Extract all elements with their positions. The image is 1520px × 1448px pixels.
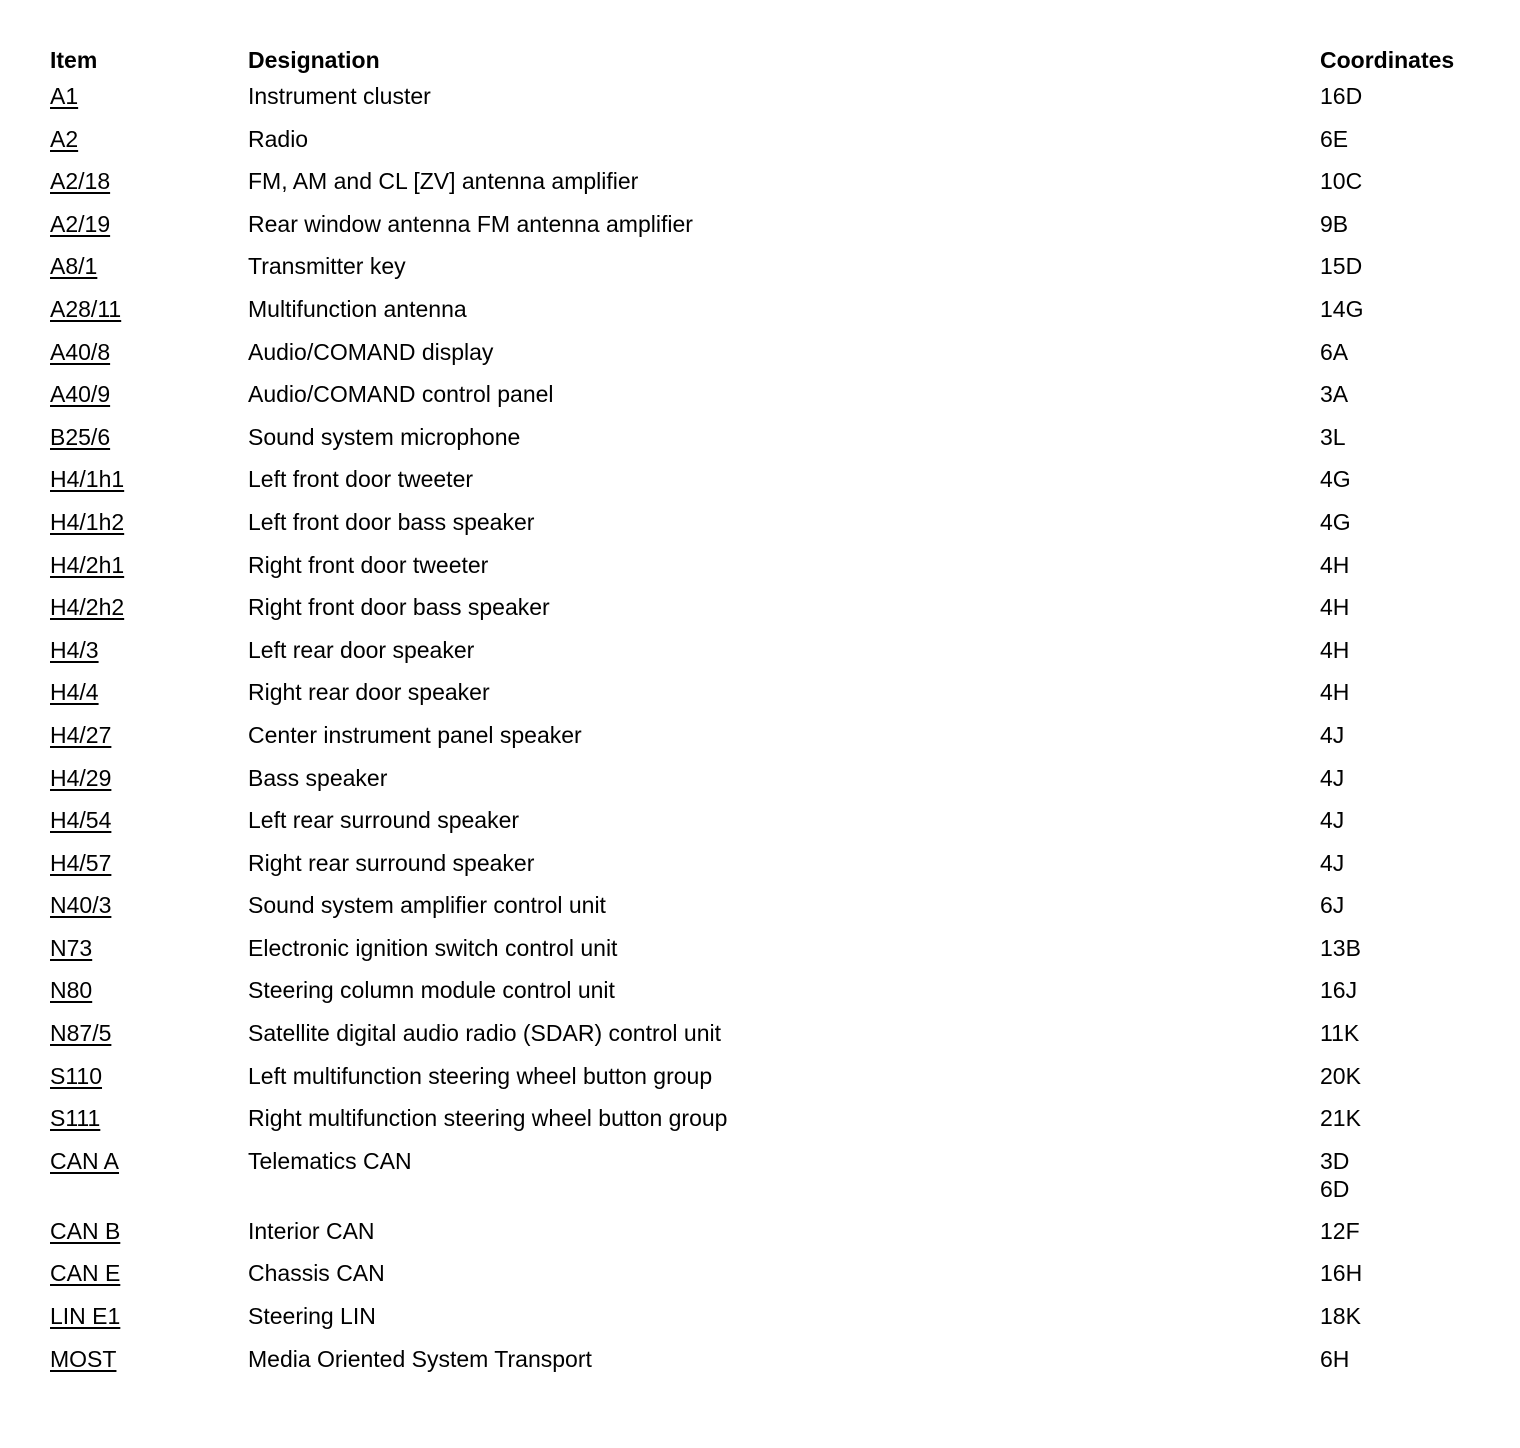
coordinates-cell: [1320, 721, 1344, 749]
table-row: [50, 252, 1490, 295]
table-row: [50, 380, 1490, 423]
table-row: [50, 295, 1490, 338]
coordinates-cell: [1320, 465, 1351, 493]
coordinates-cell: [1320, 125, 1348, 153]
designation-cell: Audio/COMAND display: [248, 338, 494, 365]
designation-cell: Right rear door speaker: [248, 679, 490, 706]
item-link[interactable]: H4/2h2: [50, 594, 125, 621]
item-link[interactable]: H4/57: [50, 849, 112, 876]
coordinate-value: 4H: [1320, 679, 1350, 706]
item-link[interactable]: A40/9: [50, 381, 111, 408]
table-row: [50, 1147, 1490, 1217]
table-row: [50, 1217, 1490, 1260]
table-body: [50, 82, 1490, 1387]
item-link[interactable]: N73: [50, 934, 93, 961]
table-row: [50, 1302, 1490, 1345]
item-link[interactable]: A2/19: [50, 210, 111, 237]
table-row: [50, 593, 1490, 636]
item-link[interactable]: H4/29: [50, 764, 112, 791]
coordinates-cell: [1320, 806, 1344, 834]
designation-cell: Telematics CAN: [248, 1147, 412, 1174]
coordinates-cell: [1320, 1217, 1360, 1245]
coordinate-value: 11K: [1320, 1020, 1360, 1047]
coordinate-value: 4G: [1320, 466, 1351, 493]
item-link[interactable]: A8/1: [50, 253, 98, 280]
coordinate-value: 16D: [1320, 83, 1363, 109]
coordinate-value: 9B: [1320, 210, 1349, 237]
designation-cell: Transmitter key: [248, 253, 406, 280]
coordinate-value: 18K: [1320, 1303, 1361, 1330]
coordinates-cell: [1320, 1019, 1359, 1047]
table-row: [50, 210, 1490, 253]
legend-table: [50, 44, 1490, 1387]
designation-cell: Satellite digital audio radio (SDAR) control unit: [248, 1020, 722, 1047]
item-link[interactable]: CAN B: [50, 1217, 121, 1244]
coordinate-value: 6E: [1320, 125, 1349, 152]
coordinate-value: 6D: [1320, 1175, 1350, 1202]
designation-cell: Right multifunction steering wheel button group: [248, 1105, 728, 1132]
designation-cell: Right front door tweeter: [248, 551, 489, 578]
table-row: [50, 891, 1490, 934]
item-link[interactable]: B25/6: [50, 423, 111, 450]
coordinate-value: 4J: [1320, 807, 1345, 834]
table-row: [50, 508, 1490, 551]
coordinates-cell: [1320, 1259, 1362, 1287]
designation-cell: Electronic ignition switch control unit: [248, 934, 618, 961]
coordinate-value: 15D: [1320, 253, 1363, 280]
designation-cell: Bass speaker: [248, 764, 388, 791]
coordinates-cell: [1320, 636, 1349, 664]
table-header: [50, 44, 1490, 82]
table-row: [50, 465, 1490, 508]
designation-cell: Center instrument panel speaker: [248, 721, 582, 748]
coordinates-cell: [1320, 849, 1344, 877]
designation-cell: Sound system microphone: [248, 423, 521, 450]
designation-cell: Sound system amplifier control unit: [248, 892, 606, 919]
coordinate-value: 4J: [1320, 721, 1345, 748]
item-link[interactable]: A2: [50, 125, 79, 152]
designation-cell: Steering LIN: [248, 1303, 376, 1330]
coordinate-value: 4J: [1320, 849, 1345, 876]
table-row: [50, 1104, 1490, 1147]
item-link[interactable]: A28/11: [50, 295, 122, 322]
table-row: [50, 1259, 1490, 1302]
designation-cell: Radio: [248, 125, 309, 152]
designation-cell: Interior CAN: [248, 1217, 375, 1244]
coordinates-cell: [1320, 1345, 1349, 1373]
table-row: [50, 1062, 1490, 1105]
designation-cell: Rear window antenna FM antenna amplifier: [248, 210, 693, 237]
designation-cell: Left rear surround speaker: [248, 807, 520, 834]
table-row: [50, 338, 1490, 381]
coordinate-value: 14G: [1320, 295, 1364, 322]
item-link[interactable]: N40/3: [50, 892, 112, 919]
coordinates-cell: [1320, 167, 1362, 195]
item-link[interactable]: H4/27: [50, 721, 112, 748]
item-link[interactable]: A1: [50, 83, 79, 109]
coordinates-cell: [1320, 1062, 1361, 1090]
coordinates-cell: [1320, 934, 1361, 962]
coordinates-cell: [1320, 210, 1348, 238]
table-row: [50, 125, 1490, 168]
designation-cell: Left front door bass speaker: [248, 508, 535, 535]
header-designation: Designation: [248, 47, 380, 73]
coordinate-value: 3D: [1320, 1147, 1350, 1174]
table-row: [50, 167, 1490, 210]
designation-cell: Left rear door speaker: [248, 636, 475, 663]
item-link[interactable]: CAN E: [50, 1260, 121, 1287]
coordinate-value: 4J: [1320, 764, 1345, 791]
coordinates-cell: [1320, 82, 1362, 110]
table-row: [50, 721, 1490, 764]
designation-cell: Left front door tweeter: [248, 466, 474, 493]
header-item: Item: [50, 47, 98, 73]
coordinates-cell: [1320, 295, 1363, 323]
table-row: [50, 551, 1490, 594]
coordinate-value: 20K: [1320, 1062, 1361, 1089]
item-link[interactable]: H4/4: [50, 679, 99, 706]
table-row: [50, 849, 1490, 892]
designation-cell: Left multifunction steering wheel button group: [248, 1062, 713, 1089]
item-link[interactable]: S111: [50, 1105, 101, 1132]
coordinates-cell: [1320, 593, 1349, 621]
designation-cell: Right front door bass speaker: [248, 594, 550, 621]
item-link[interactable]: H4/3: [50, 636, 99, 663]
designation-cell: Steering column module control unit: [248, 977, 615, 1004]
coordinate-value: 3A: [1320, 381, 1349, 408]
coordinates-cell: [1320, 551, 1349, 579]
coordinate-value: 16H: [1320, 1260, 1363, 1287]
coordinates-cell: [1320, 764, 1344, 792]
coordinate-value: 6A: [1320, 338, 1349, 365]
designation-cell: FM, AM and CL [ZV] antenna amplifier: [248, 168, 639, 195]
coordinate-value: 4H: [1320, 636, 1350, 663]
item-link[interactable]: N80: [50, 977, 93, 1004]
coordinates-cell: [1320, 891, 1344, 919]
designation-cell: Instrument cluster: [248, 83, 431, 109]
item-link[interactable]: MOST: [50, 1345, 117, 1372]
table-row: [50, 423, 1490, 466]
coordinates-cell: [1320, 678, 1349, 706]
header-coordinates: Coordinates: [1320, 47, 1455, 73]
coordinate-value: 6J: [1320, 892, 1345, 919]
item-link[interactable]: A2/18: [50, 168, 111, 195]
coordinates-cell: [1320, 508, 1351, 536]
designation-cell: Audio/COMAND control panel: [248, 381, 554, 408]
item-link[interactable]: S110: [50, 1062, 103, 1089]
designation-cell: Multifunction antenna: [248, 295, 467, 322]
coordinate-value: 12F: [1320, 1217, 1360, 1244]
table-row: [50, 806, 1490, 849]
item-link[interactable]: LIN E1: [50, 1303, 121, 1330]
table-row: [50, 934, 1490, 977]
coordinates-cell: [1320, 338, 1348, 366]
coordinate-value: 4H: [1320, 594, 1350, 621]
coordinates-cell: [1320, 380, 1348, 408]
item-link[interactable]: H4/2h1: [50, 551, 125, 578]
coordinates-cell: [1320, 1104, 1361, 1132]
coordinates-cell: [1320, 423, 1346, 451]
coordinate-value: 16J: [1320, 977, 1358, 1004]
designation-cell: Chassis CAN: [248, 1260, 385, 1287]
table-row: [50, 82, 1490, 125]
coordinates-cell: [1320, 1302, 1361, 1330]
coordinates-cell: [1320, 976, 1357, 1004]
coordinates-cell: [1320, 1147, 1349, 1203]
coordinate-value: 4H: [1320, 551, 1350, 578]
item-link[interactable]: N87/5: [50, 1020, 112, 1047]
table-row: [50, 636, 1490, 679]
designation-cell: Media Oriented System Transport: [248, 1345, 592, 1372]
coordinate-value: 6H: [1320, 1345, 1350, 1372]
table-row: [50, 678, 1490, 721]
table-row: [50, 764, 1490, 807]
coordinate-value: 3L: [1320, 423, 1346, 450]
coordinate-value: 4G: [1320, 508, 1351, 535]
table-row: [50, 1345, 1490, 1388]
item-link[interactable]: H4/1h1: [50, 466, 125, 493]
item-link[interactable]: CAN A: [50, 1147, 120, 1174]
coordinate-value: 10C: [1320, 168, 1363, 195]
coordinate-value: 21K: [1320, 1105, 1361, 1132]
coordinates-cell: [1320, 252, 1362, 280]
item-link[interactable]: H4/1h2: [50, 508, 125, 535]
item-link[interactable]: A40/8: [50, 338, 111, 365]
table-row: [50, 976, 1490, 1019]
table-row: [50, 1019, 1490, 1062]
item-link[interactable]: H4/54: [50, 807, 112, 834]
coordinate-value: 13B: [1320, 934, 1361, 961]
designation-cell: Right rear surround speaker: [248, 849, 535, 876]
